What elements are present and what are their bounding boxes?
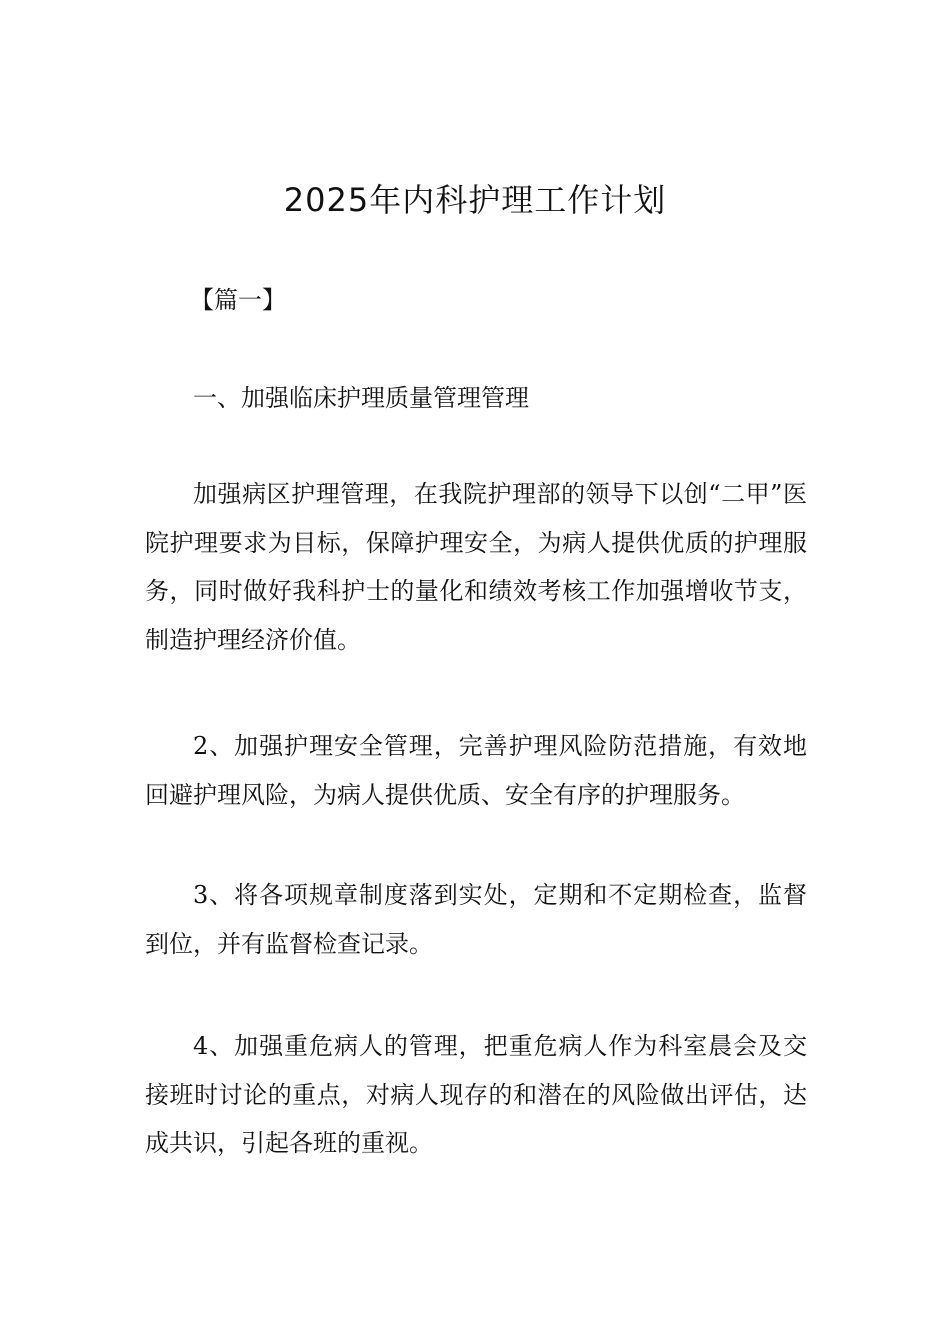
document-title: 2025年内科护理工作计划 xyxy=(283,181,667,219)
paragraph-3: 3、将各项规章制度落到实处，定期和不定期检查，监督到位，并有监督检查记录。 xyxy=(145,881,807,958)
section-heading: 一、加强临床护理质量管理管理 xyxy=(193,384,529,412)
paragraph-4: 4、加强重危病人的管理，把重危病人作为科室晨会及交接班时讨论的重点，对病人现存的和潜在的风险做出评估，达成共识，引起各班的重视。 xyxy=(145,1032,807,1157)
paragraph-2: 2、加强护理安全管理，完善护理风险防范措施，有效地回避护理风险，为病人提供优质、安全有序的护理服务。 xyxy=(145,732,807,809)
paragraph-1: 加强病区护理管理，在我院护理部的领导下以创“二甲”医院护理要求为目标，保障护理安全，为病人提供优质的护理服务，同时做好我科护士的量化和绩效考核工作加强增收节支，制造护理经济价值。 xyxy=(145,480,807,654)
section-tag: 【篇一】 xyxy=(190,286,286,314)
